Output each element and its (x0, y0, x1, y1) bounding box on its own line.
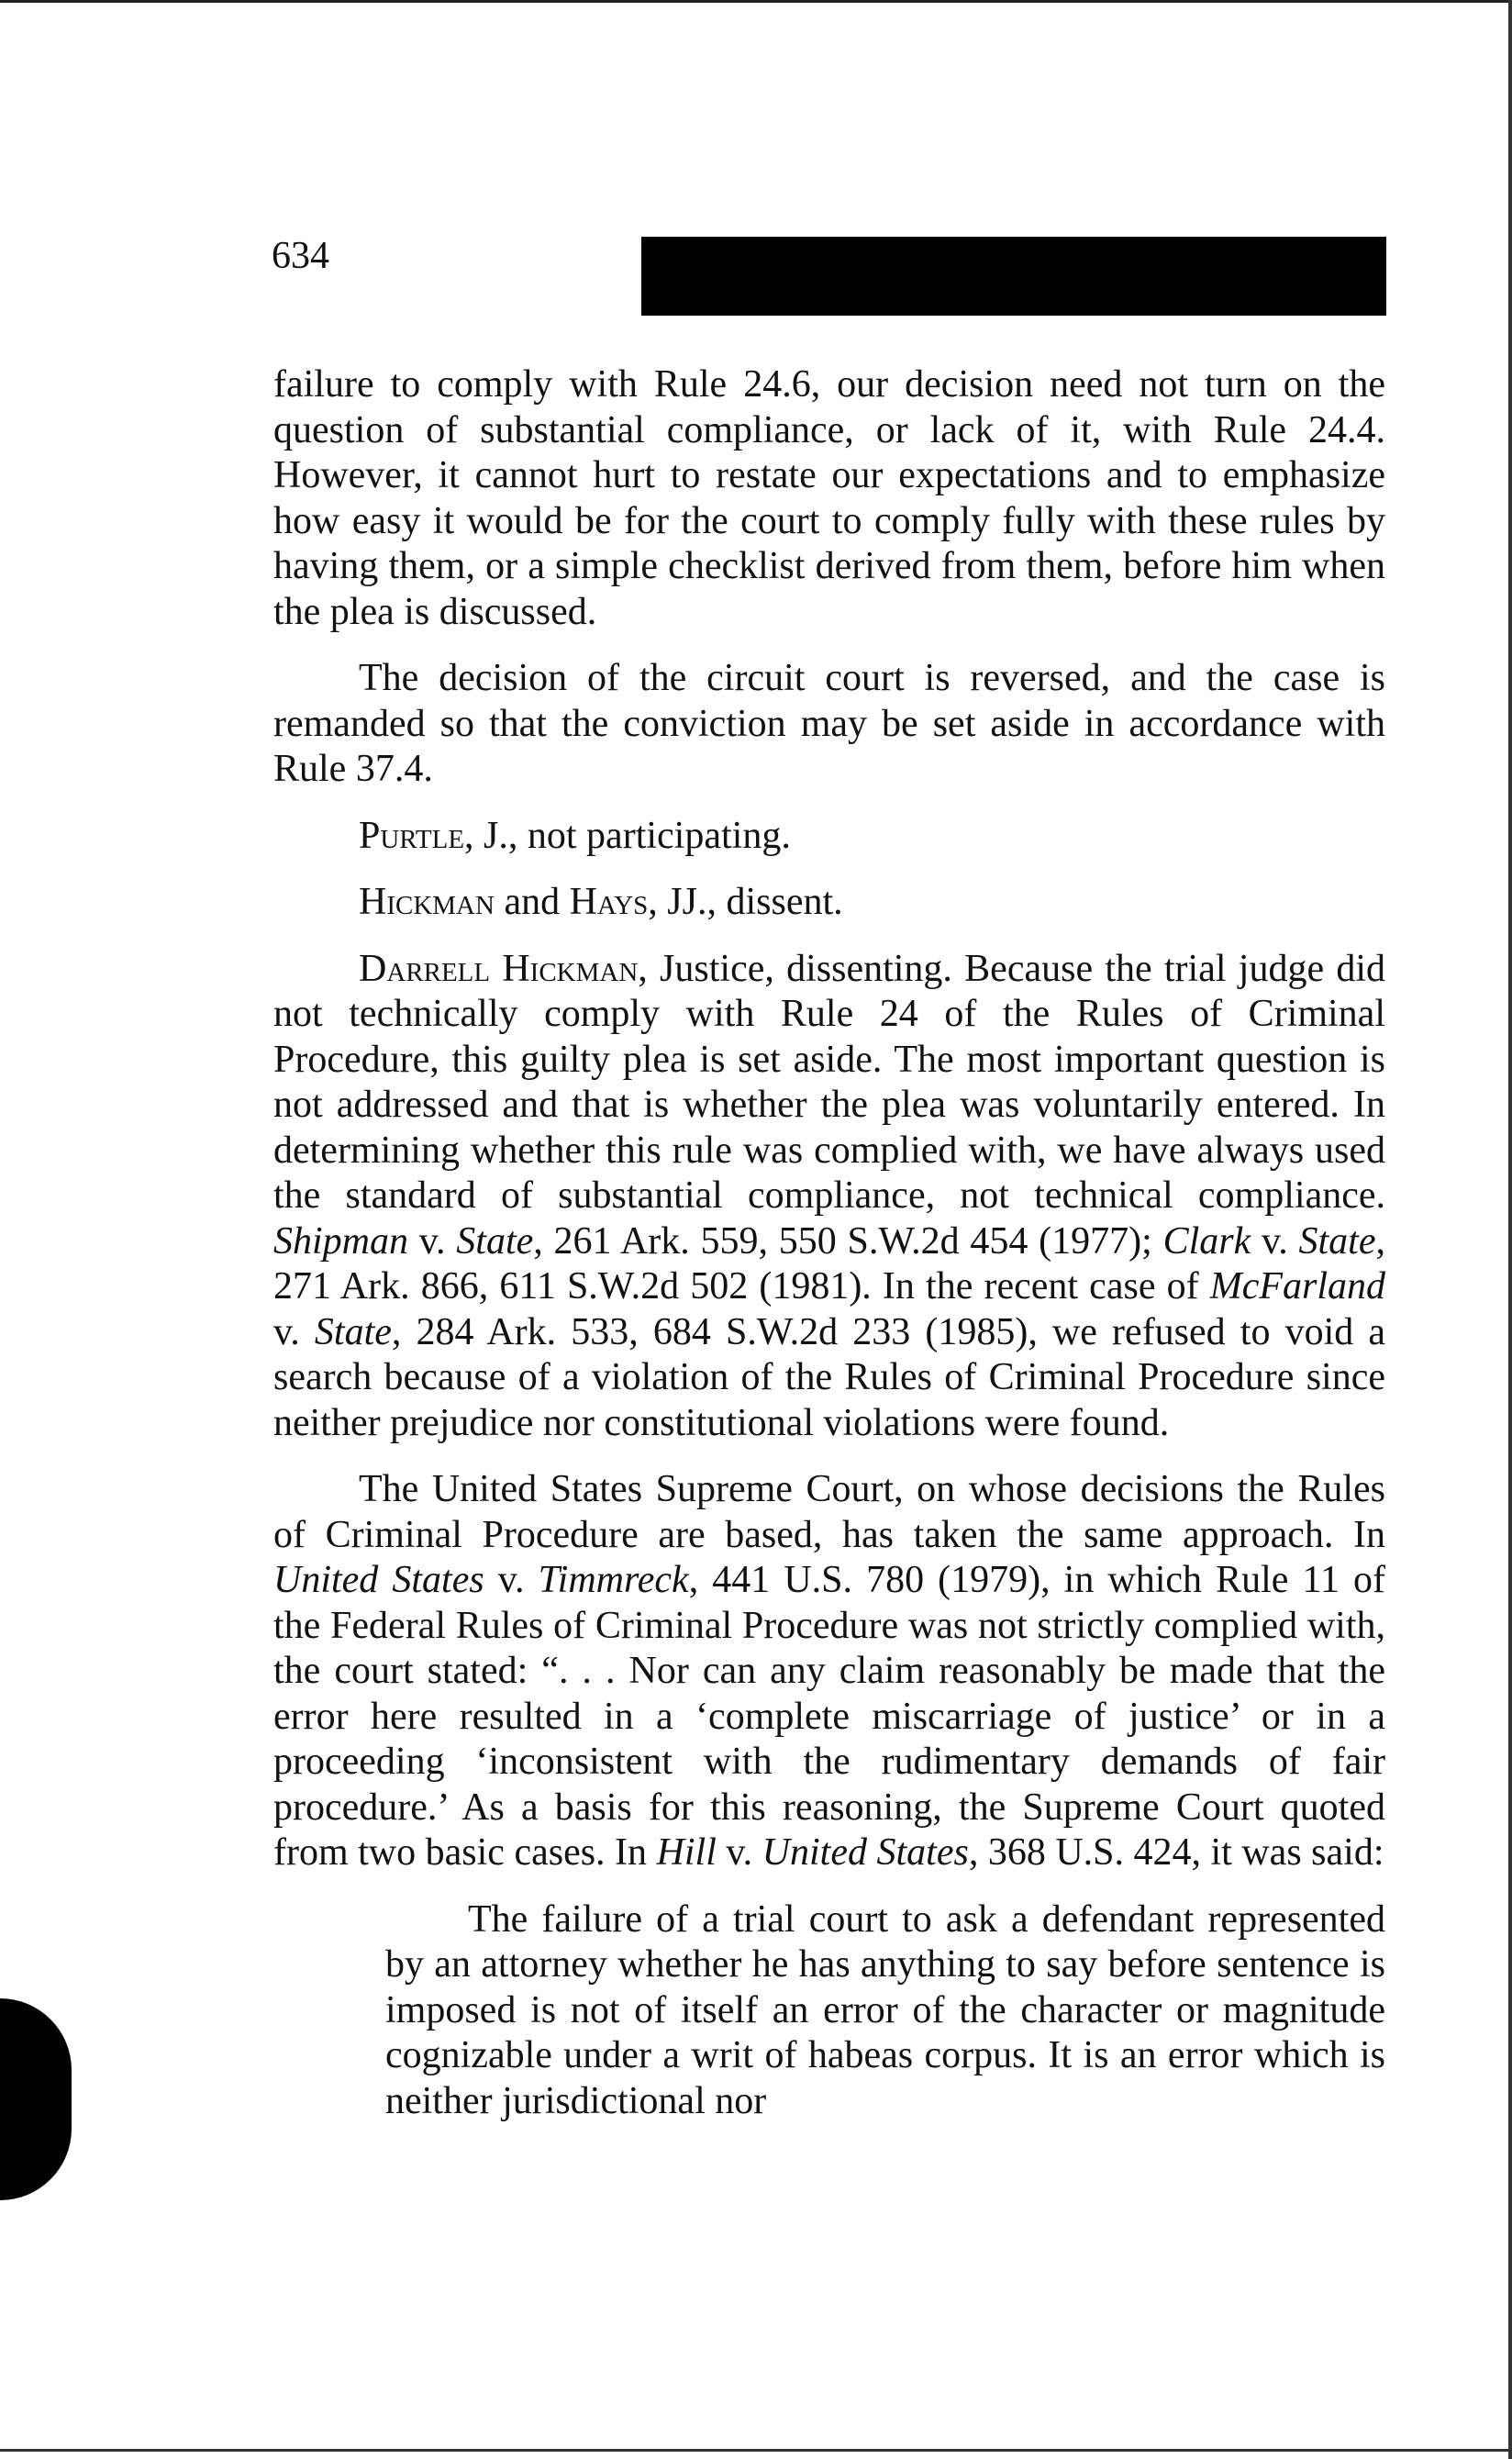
author-name: Darrell Hickman (359, 947, 639, 990)
paragraph-decision: The decision of the circuit court is reversed, and the case is remanded so that the conviction may be set aside in accordance with Rule 37.4. (273, 657, 1385, 790)
page-bottom-edge (0, 2449, 1512, 2452)
binding-hole-shadow (0, 1998, 72, 2200)
justice-name-hickman: Hickman (359, 881, 495, 923)
case-name: Timmreck (538, 1559, 689, 1601)
text-run: v. (273, 1310, 315, 1353)
and-text: and (494, 881, 570, 923)
not-participating-text: , J., not participating. (464, 814, 791, 857)
case-name: McFarland (1209, 1265, 1385, 1307)
text-run: , 441 U.S. 780 (1979), in which Rule 11 of the Federal Rules of Criminal Procedure was not strictly complied with, the court stated: “. . . Nor can any claim reasonably be made that the error here resulted in a ‘complete miscarriage of justice’ or in a proceeding ‘inconsistent with the rudimentary demands of fair procedure.’ As a basis for this reasoning, the Supreme Court quoted from two basic cases. In (273, 1559, 1385, 1874)
case-name: United States (762, 1831, 969, 1874)
case-name: State (456, 1219, 534, 1263)
paragraph-not-participating (273, 814, 1385, 860)
justice-name-hays: Hays (569, 881, 649, 923)
text-run: v. (716, 1831, 762, 1874)
paragraph-rule-compliance: failure to comply with Rule 24.6, our decision need not turn on the question of substantial compliance, or lack of it, with Rule 24.4. However, it cannot hurt to restate our expectations and to emphasize how easy it would be for the court to comply fully with these rules by having them, or a simple checklist derived from them, before him when the plea is discussed. (273, 363, 1385, 633)
paragraph-hickman-dissent (273, 947, 1385, 1447)
paragraph-dissent-line (273, 880, 1385, 926)
case-name: State (314, 1310, 392, 1353)
page-number: 634 (272, 235, 329, 277)
case-name: United States (273, 1559, 484, 1601)
redaction-bar (641, 237, 1386, 316)
justice-name-purtle: Purtle (359, 814, 465, 857)
text-run: , Justice, dissenting. Because the trial judge did not technically comply with Rule 24 of the Rules of Criminal Procedure, this guilty plea is set aside. The most important question is not addressed and that is whether the plea was voluntarily entered. In determining whether this rule was complied with, we have always used the standard of substantial compliance, not technical compliance. (273, 947, 1385, 1217)
page-top-edge (0, 0, 1512, 3)
text-run: v. (408, 1219, 457, 1263)
text-run: , 284 Ark. 533, 684 S.W.2d 233 (1985), we refused to void a search because of a violation of the Rules of Criminal Procedure since neither prejudice nor constitutional violations were found. (273, 1310, 1386, 1444)
case-name: Shipman (273, 1219, 408, 1263)
case-name: Hill (656, 1831, 717, 1874)
dissent-text: , JJ., dissent. (648, 881, 843, 923)
text-run: v. (1251, 1219, 1299, 1263)
block-quote-hill: The failure of a trial court to ask a defendant represented by an attorney whether he has anything to say before sentence is imposed is not of itself an error of the character or magnitude cognizable under a writ of habeas corpus. It is an error which is neither jurisdictional nor (385, 1897, 1385, 2122)
page-right-edge (1508, 0, 1512, 2459)
document-body (273, 362, 1385, 2124)
text-run: , 271 Ark. 866, 611 S.W.2d 502 (1981). In the recent case of (273, 1219, 1385, 1307)
text-run: The United States Supreme Court, on whose decisions the Rules of Criminal Procedure are based, has taken the same approach. In (273, 1468, 1385, 1556)
text-run: v. (484, 1559, 539, 1601)
paragraph-supreme-court (273, 1467, 1385, 1876)
case-name: Clark (1162, 1219, 1251, 1263)
text-run: , 368 U.S. 424, it was said: (968, 1831, 1384, 1874)
text-run: , 261 Ark. 559, 550 S.W.2d 454 (1977); (533, 1219, 1163, 1263)
case-name: State (1298, 1219, 1376, 1263)
